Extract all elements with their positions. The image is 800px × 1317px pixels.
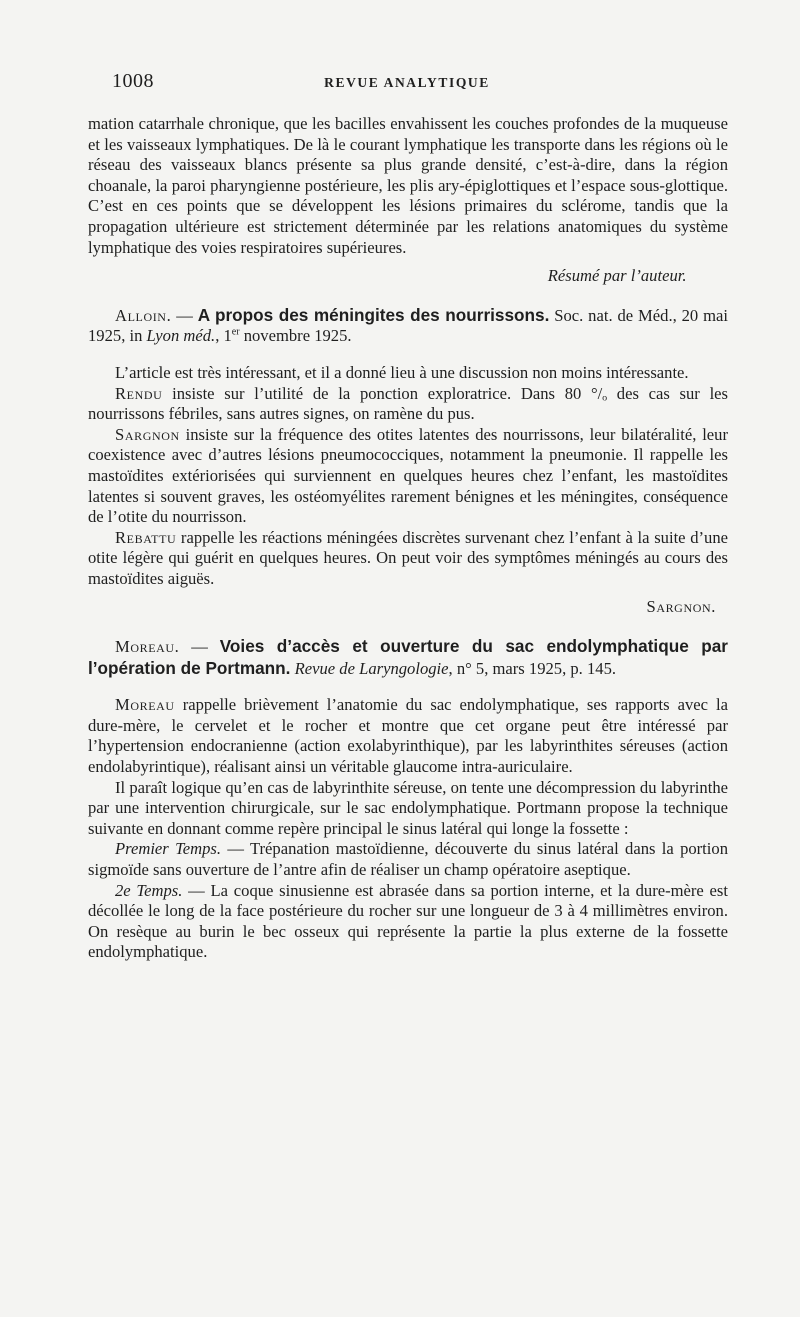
paragraph-text: rappelle les réactions méningées discrètes survenant chez l’enfant à la suite d’une otite légère qui guérit en quelques heures. On peut voir des symptômes méningés au cours des mastoïdites aiguës. [88,527,728,588]
paragraph [88,384,728,425]
paragraph [88,881,728,963]
article-heading [88,305,728,347]
journal-name: Lyon méd. [146,326,216,346]
continued-paragraph: mation catarrhale chronique, que les bacilles envahissent les couches profondes de la muqueuse et les vaisseaux lymphatiques. De là le courant lymphatique les transporte dans les régions où le réseau des vaisseaux blancs présente sa plus grande densité, c’est-à-dire, dans la région choanale, la paroi pharyngienne postérieure, les plis ary-épiglottiques et l’espace sous-glottique. C’est en ces points que se développent les lésions primaires du sclérome, tandis que la propagation ultérieure est strictement déterminée par les relations anatomiques du système lymphatique des voies respiratoires supérieures. [88,114,728,257]
paragraph-text: rappelle brièvement l’anatomie du sac endolymphatique, ses rapports avec la dure-mère, le cervelet et le rocher et montre que cet organe peut être intéressé par l’hypertension endocranienne (action exolabyrinthique), par les labyrinthites séreuses (action endolabyrintique), réalisant ainsi un véritable glaucome intra-auriculaire. [88,695,728,777]
article-source-month: novembre 1925. [239,326,352,346]
paragraph: Il paraît logique qu’en cas de labyrinthite séreuse, on tente une décompression du labyrinthe par une intervention chirurgicale, sur le sac endolymphatique. Portmann propose la technique suivante en donnant comme repère principal le sinus latéral qui longe la fossette : [88,777,728,838]
paragraph-text: — Trépanation mastoïdienne, découverte du sinus latéral dans la portion sigmoïde sans ouverture de l’antre afin de réaliser un champ opératoire aseptique. [88,839,728,879]
person-name: Sargnon [115,424,180,444]
article-source: , n° 5, mars 1925, p. 145. [448,658,617,678]
paragraph [88,425,728,528]
paragraph-text: — La coque sinusienne est abrasée dans sa portion interne, et la dure-mère est décollée le long de la face postérieure du rocher sur une longueur de 3 à 4 millimètres environ. On resèque au burin le bec osseux qui représente la partie la plus externe de la fossette endolymphatique. [88,880,728,962]
running-head: REVUE ANALYTIQUE [324,75,490,90]
article-author: Moreau. [115,637,180,657]
paragraph [88,839,728,880]
page-header [112,70,702,98]
review-signature [88,597,728,618]
person-name: Moreau [115,695,175,715]
article-source-date: , 1 [215,326,232,346]
signature-text: Résumé par l’auteur. [547,266,687,286]
step-label: Premier Temps. [115,839,222,859]
article-title: A propos des méningites des nourrissons. [197,304,550,325]
article-moreau [88,636,728,963]
article-alloin [88,305,728,618]
person-name: Rendu [115,383,163,403]
paragraph: L’article est très intéressant, et il a donné lieu à une discussion non moins intéressante. [115,362,689,382]
article-author: Alloin. [115,305,172,325]
paragraph-text: insiste sur la fréquence des otites latentes des nourrissons, leur bilatéralité, leur coexistence avec d’autres lésions pneumococciques, notamment la pneumonie. Il rappelle les mastoïdites extériorisées qui surviennent en quelques heures chez l’enfant, les mastoïdites latentes si souvent graves, les ostéomyélites rarement bénignes et les méningites, conséquence de l’otite du nourrisson. [88,424,728,527]
page-number: 1008 [112,70,154,92]
article-source: Soc. nat. de Méd., 20 mai 1925, in [88,305,728,346]
article-heading [88,636,728,679]
signature-text: Sargnon. [646,597,716,617]
paragraph [88,695,728,777]
journal-name: Revue de Laryngologie [294,658,449,678]
article-title: Voies d’accès et ouverture du sac endolymphatique par l’opération de Portmann. [88,636,728,678]
step-label: 2e Temps. [115,880,183,900]
person-name: Rebattu [115,527,177,547]
abstract-signature [88,266,728,287]
paragraph-text: insiste sur l’utilité de la ponction exploratrice. Dans 80 °/ₒ des cas sur les nourrissons fébriles, sans autres signes, on ramène du pus. [88,383,728,424]
ordinal-superscript: er [231,326,240,338]
heading-dash: — [179,637,220,657]
page-body [88,114,728,963]
heading-dash: — [171,305,198,325]
paragraph [88,528,728,590]
